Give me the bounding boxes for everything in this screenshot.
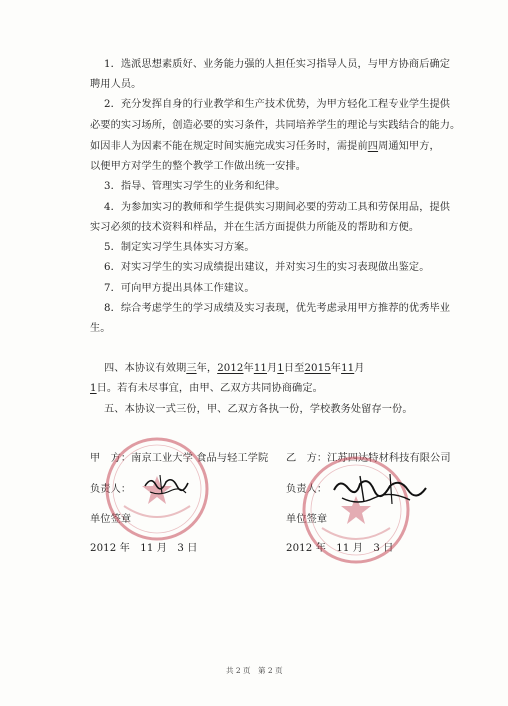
clause-1-line-2: 聘用人员。 xyxy=(90,79,142,90)
party-a-date: 2012 年 11 月 3 日 xyxy=(90,543,198,554)
party-a-name: 南京工业大学 食品与轻工学院 xyxy=(131,453,269,464)
clause-five: 五、本协议一式三份，甲、乙双方各执一份，学校教务处留存一份。 xyxy=(104,404,413,415)
page-footer: 共 2 页 第 2 页 xyxy=(226,666,283,675)
party-b-rep-label: 负责人： xyxy=(286,484,328,495)
party-b-seal-label: 单位签章 xyxy=(286,514,328,525)
party-b-signature xyxy=(330,468,428,510)
party-a-seal-label: 单位签章 xyxy=(90,514,132,525)
clause-5: 5．制定实习学生具体实习方案。 xyxy=(104,242,255,253)
clause-2-line-1: 2．充分发挥自身的行业教学和生产技术优势，为甲方轻化工程专业学生提供 xyxy=(104,99,451,110)
notice-weeks: 四 xyxy=(367,141,379,152)
term-line-1: 四、本协议有效期三年，2012年11月1日至2015年11月 xyxy=(104,363,365,374)
clause-6: 6．对实习学生的实习成绩提出建议，并对实习生的实习表现做出鉴定。 xyxy=(104,262,430,273)
clause-1-line-1: 1．选派思想素质好、业务能力强的人担任实习指导人员，与甲方协商后确定 xyxy=(104,59,451,70)
term-line-2: 1日。若有未尽事宜，由甲、乙双方共同协商确定。 xyxy=(90,383,323,394)
clause-2-line-3: 如因非人为因素不能在规定时间实施完成实习任务时，需提前四周通知甲方， xyxy=(90,141,440,152)
clause-4-line-1: 4．为参加实习的教师和学生提供实习期间必要的劳动工具和劳保用品，提供 xyxy=(104,202,451,213)
clause-4-line-2: 实习必须的技术资料和样品，并在生活方面提供力所能及的帮助和方便。 xyxy=(90,222,420,233)
party-b-label: 乙 方： xyxy=(286,453,328,464)
clause-8-line-2: 生。 xyxy=(90,323,111,334)
party-a-rep-label: 负责人： xyxy=(90,484,132,495)
party-a-signature xyxy=(142,470,190,500)
clause-8-line-1: 8．综合考虑学生的学习成绩及实习表现，优先考虑录用甲方推荐的优秀毕业 xyxy=(104,303,451,314)
party-b-name: 江苏四达特材科技有限公司 xyxy=(327,453,451,464)
clause-3: 3．指导、管理实习学生的业务和纪律。 xyxy=(104,181,286,192)
clause-2-line-2: 必要的实习场所，创造必要的实习条件，共同培养学生的理论与实践结合的能力。 xyxy=(90,120,461,131)
clause-7: 7．可向甲方提出具体工作建议。 xyxy=(104,283,255,294)
party-b-date: 2012 年 11 月 3 日 xyxy=(286,543,394,554)
clause-2-line-4: 以便甲方对学生的整个教学工作做出统一安排。 xyxy=(90,161,307,172)
party-a-label: 甲 方： xyxy=(90,453,132,464)
